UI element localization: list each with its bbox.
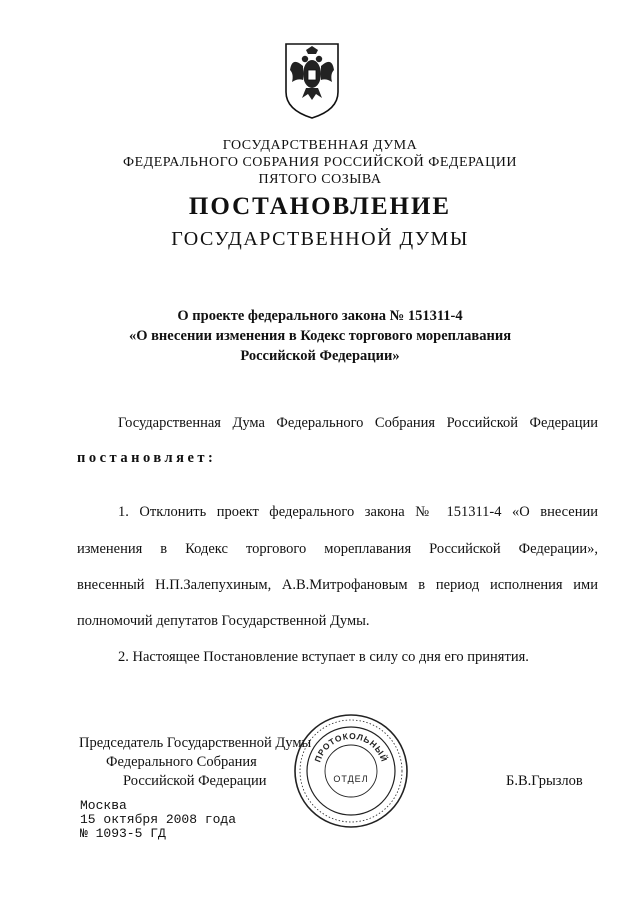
- subject-line-2: «О внесении изменения в Кодекс торгового мореплавания: [128, 328, 512, 344]
- intro-text: Государственная Дума Федерального Собрания Российской Федерации: [118, 415, 598, 431]
- paragraph-2: 2. Настоящее Постановление вступает в силу со дня его принятия.: [118, 649, 529, 665]
- header-line-convocation: ПЯТОГО СОЗЫВА: [258, 172, 382, 187]
- stamp-center-text: ОТДЕЛ: [333, 774, 369, 784]
- subject-line-1: О проекте федерального закона № 151311-4: [177, 308, 463, 324]
- header-line-duma: ГОСУДАРСТВЕННАЯ ДУМА: [222, 138, 418, 153]
- signatory-role-line-2: Федерального Собрания: [106, 754, 257, 770]
- document-title: ПОСТАНОВЛЕНИЕ: [188, 193, 452, 220]
- footer-number: № 1093-5 ГД: [80, 826, 166, 841]
- coat-of-arms-emblem: [282, 40, 342, 120]
- paragraph-1-line-2: изменения в Кодекс торгового мореплавания Российской Федерации»,: [77, 541, 598, 557]
- signatory-role-line-1: Председатель Государственной Думы: [79, 735, 312, 751]
- subject-line-3: Российской Федерации»: [240, 348, 400, 364]
- official-stamp: [292, 712, 410, 830]
- paragraph-1-line-3: внесенный Н.П.Залепухиным, А.В.Митрофановым в период исполнения ими: [77, 577, 598, 593]
- signatory-role-line-3: Российской Федерации: [123, 773, 267, 789]
- footer-date: 15 октября 2008 года: [80, 812, 237, 827]
- header-line-assembly: ФЕДЕРАЛЬНОГО СОБРАНИЯ РОССИЙСКОЙ ФЕДЕРАЦИИ: [123, 155, 517, 170]
- paragraph-1-line-4: полномочий депутатов Государственной Думы.: [77, 613, 370, 629]
- signatory-name: Б.В.Грызлов: [506, 773, 583, 789]
- paragraph-1-line-1: 1. Отклонить проект федерального закона № 151311-4 «О внесении: [118, 504, 598, 520]
- decides-text: постановляет:: [77, 450, 217, 466]
- footer-city: Москва: [80, 798, 127, 813]
- document-subtitle: ГОСУДАРСТВЕННОЙ ДУМЫ: [171, 228, 469, 250]
- stamp-arc-text: ПРОТОКОЛЬНЫЙ: [312, 730, 390, 764]
